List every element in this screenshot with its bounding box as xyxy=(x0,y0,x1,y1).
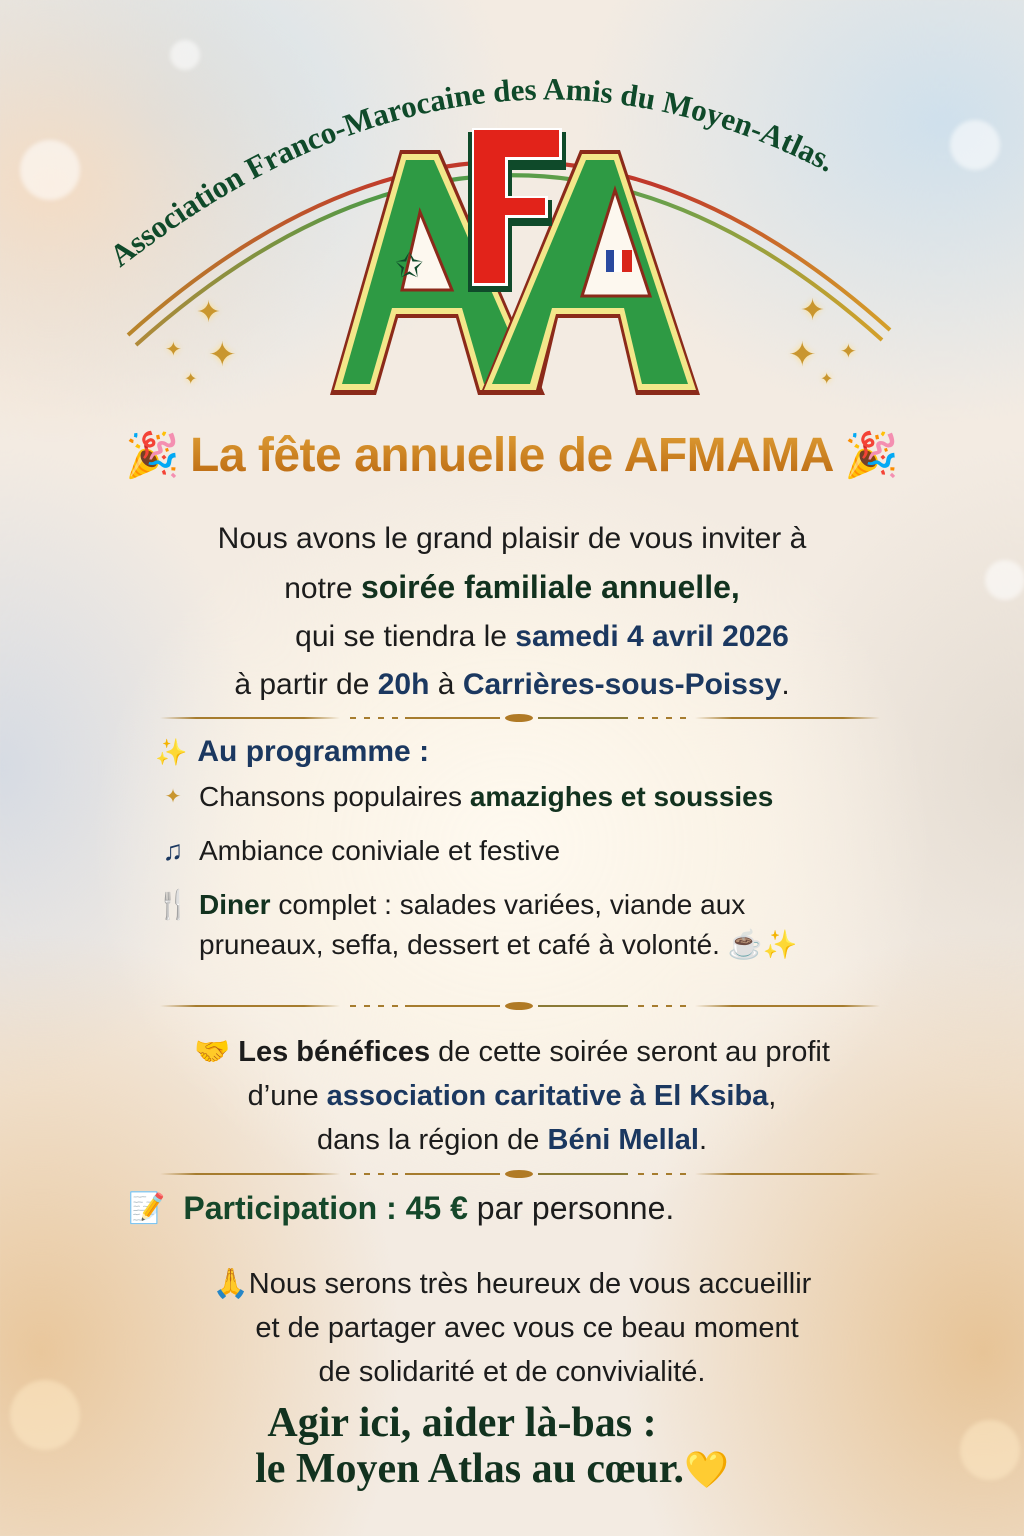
intro-text: à xyxy=(429,668,463,701)
event-type: soirée familiale annuelle, xyxy=(360,569,740,605)
benefits-text: , xyxy=(768,1080,777,1112)
event-time: 20h xyxy=(377,668,430,701)
program-item-text: Diner complet : salades variées, viande aux pruneaux, seffa, dessert et café à volonté. ☕✨ xyxy=(199,889,798,960)
sparkles-icon: ✨ xyxy=(155,736,188,767)
morocco-star-icon: ✩ xyxy=(395,247,424,285)
welcome-line-2: et de partager avec vous ce beau moment xyxy=(255,1312,799,1344)
welcome-line-3: de solidarité et de convivialité. xyxy=(318,1356,706,1388)
slogan-line-1: Agir ici, aider là-bas : xyxy=(267,1400,657,1446)
header-logo xyxy=(0,0,1024,440)
program-item xyxy=(155,777,915,817)
handshake-icon: 🤝 xyxy=(194,1036,231,1068)
benefits-line-2 xyxy=(0,1074,1024,1118)
sparkle-icon: ✦ xyxy=(164,786,182,808)
benefits-text: . xyxy=(699,1124,708,1156)
program-heading-text: Au programme : xyxy=(197,735,430,768)
sparkle-icon: ✦ xyxy=(165,339,182,361)
music-note-icon: ♫ xyxy=(162,835,184,866)
sparkle-icon: ✦ xyxy=(840,341,857,363)
association-name: Association Franco-Marocaine des Amis du Moyen-Atlas. xyxy=(102,71,841,274)
yellow-heart-icon: 💛 xyxy=(684,1450,729,1490)
intro-text: qui se tiendra le xyxy=(295,620,516,653)
invitation-intro xyxy=(0,515,1024,709)
party-popper-icon: 🎉 xyxy=(843,430,899,480)
fork-knife-icon: 🍴 xyxy=(155,889,191,920)
sparkle-icon: ✦ xyxy=(196,296,222,329)
praying-hands-icon: 🙏 xyxy=(212,1268,249,1300)
slogan-text: le Moyen Atlas au cœur. xyxy=(255,1446,685,1492)
benefits-line-3 xyxy=(0,1118,1024,1162)
intro-line-3 xyxy=(0,613,1024,661)
benefits-bold: Les bénéfices xyxy=(238,1036,431,1068)
event-title: La fête annuelle de AFMAMA xyxy=(190,429,834,482)
event-date: samedi 4 avril 2026 xyxy=(515,620,789,653)
sparkle-icon: ✦ xyxy=(820,371,834,388)
program-item-text: Chansons populaires amazighes et soussies xyxy=(199,781,774,812)
slogan xyxy=(0,1400,1024,1493)
sparkle-icon: ✦ xyxy=(184,371,198,388)
event-title-row xyxy=(0,428,1024,483)
benefits-text: dans la région de xyxy=(316,1124,548,1156)
ornamental-divider xyxy=(160,1168,880,1180)
charity-name: association caritative à El Ksiba xyxy=(326,1080,769,1112)
program-item xyxy=(155,885,915,965)
benefits-line-1 xyxy=(0,1030,1024,1074)
intro-line-1: Nous avons le grand plaisir de vous inviter à xyxy=(217,522,807,555)
program-heading xyxy=(155,735,915,769)
intro-line-4 xyxy=(0,661,1024,709)
region-name: Béni Mellal xyxy=(547,1124,699,1156)
benefits-section xyxy=(0,1030,1024,1162)
welcome-line-1 xyxy=(0,1262,1024,1306)
ornamental-divider xyxy=(160,712,880,724)
intro-text: notre xyxy=(284,572,361,605)
welcome-text: Nous serons très heureux de vous accueillir xyxy=(248,1268,812,1300)
program-item xyxy=(155,831,915,871)
sparkle-icon: ✦ xyxy=(800,294,826,327)
france-flag-icon xyxy=(606,250,632,272)
benefits-text: d’une xyxy=(247,1080,327,1112)
program-section xyxy=(155,735,915,979)
sparkle-icon: ✦ xyxy=(788,336,817,374)
logo-letter-a-right xyxy=(480,150,700,395)
intro-text: à partir de xyxy=(234,668,378,701)
memo-icon: 📝 xyxy=(128,1192,166,1225)
benefits-text: de cette soirée seront au profit xyxy=(430,1036,830,1068)
ornamental-divider xyxy=(160,1000,880,1012)
program-item-text: Ambiance coniviale et festive xyxy=(199,835,561,866)
participation-price xyxy=(128,1190,674,1227)
sparkle-icon: ✦ xyxy=(208,336,237,374)
slogan-line-2 xyxy=(0,1446,1024,1493)
party-popper-icon: 🎉 xyxy=(125,430,181,480)
welcome-message xyxy=(0,1262,1024,1394)
event-location: Carrières-sous-Poissy xyxy=(462,668,782,701)
intro-line-2 xyxy=(0,563,1024,613)
price-text: Participation : 45 € par personne. xyxy=(183,1190,675,1226)
intro-text: . xyxy=(781,668,790,701)
